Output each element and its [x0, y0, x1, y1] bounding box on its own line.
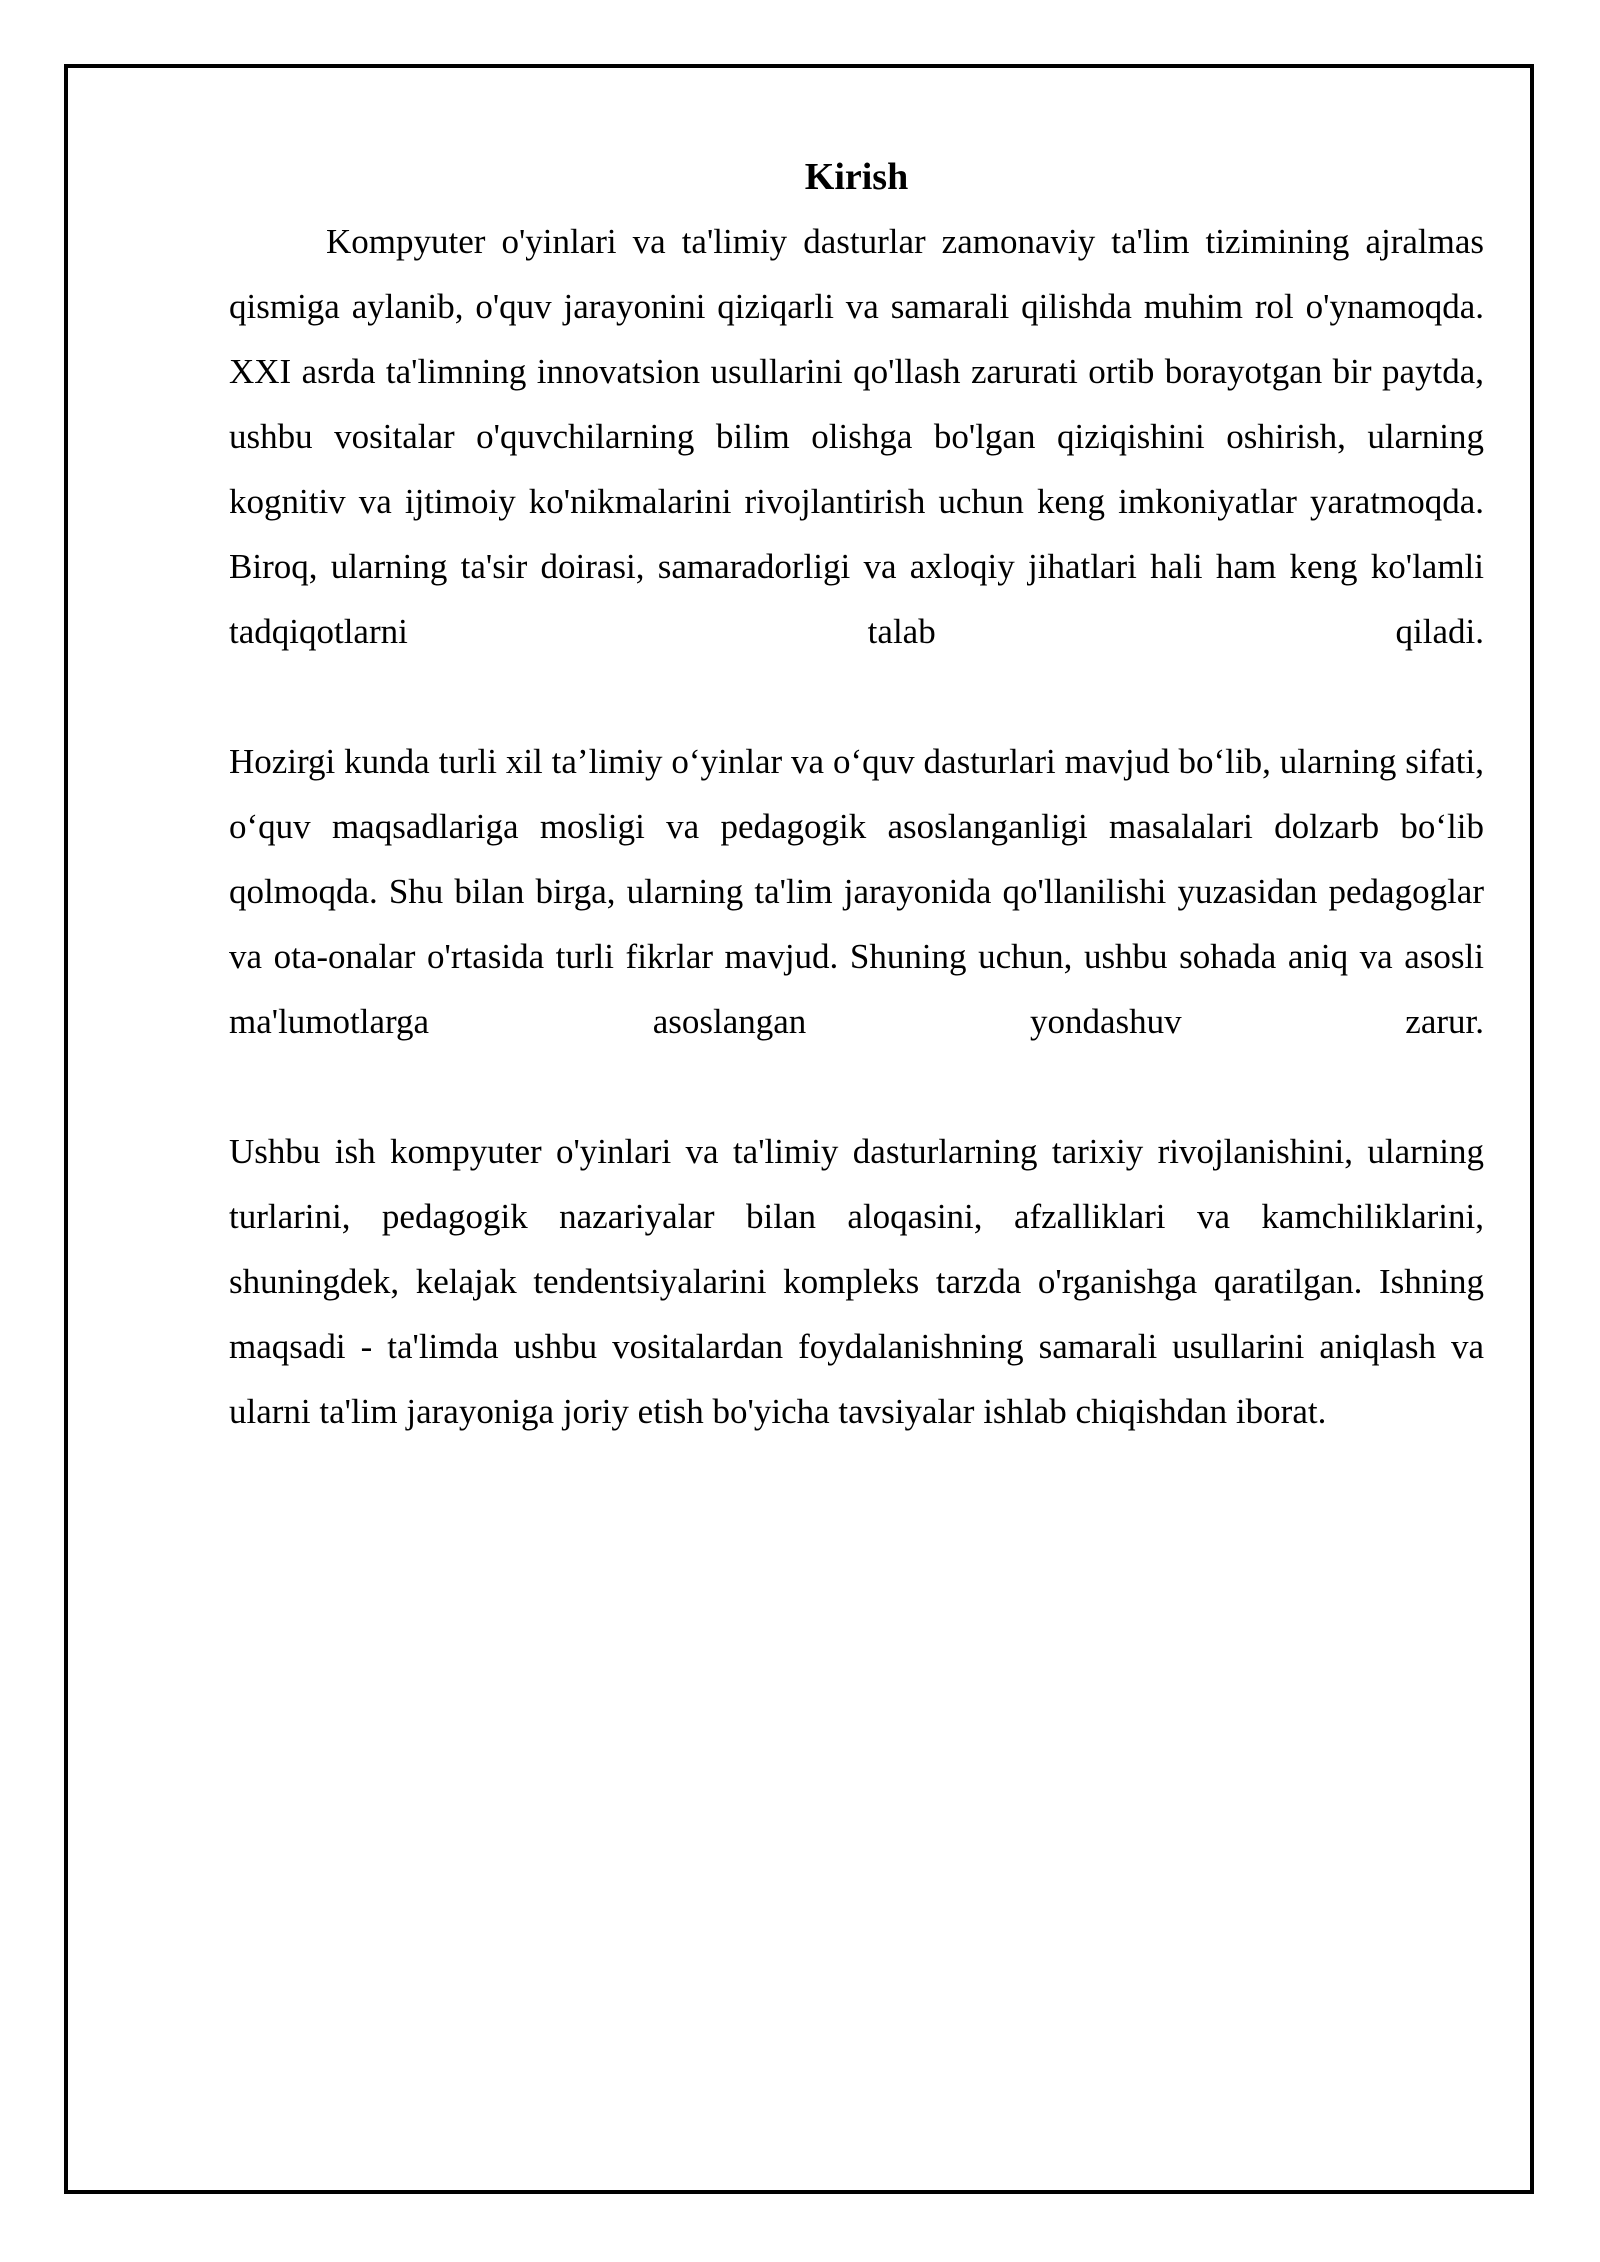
page-title: Kirish: [804, 156, 909, 198]
paragraph-current-state: Hozirgi kunda turli xil ta’limiy o‘yinlar va o‘quv dasturlari mavjud bo‘lib, ularning sifati, o‘quv maqsadlariga mosligi va pedagogik asoslanganligi masalalari dolzarb bo‘lib qolmoqda. Shu bilan birga, ularning ta'lim jarayonida qo'llanilishi yuzasidan pedagoglar va ota-onalar o'rtasida turli fikrlar mavjud. Shuning uchun, ushbu sohada aniq va asosli ma'lumotlarga asoslangan yondashuv zarur.: [229, 742, 1484, 1041]
paragraph-intro: Kompyuter o'yinlari va ta'limiy dasturlar zamonaviy ta'lim tizimining ajralmas qismiga aylanib, o'quv jarayonini qiziqarli va samarali qilishda muhim rol o'ynamoqda. XXI asrda ta'limning innovatsion usullarini qo'llash zarurati ortib borayotgan bir paytda, ushbu vositalar o'quvchilarning bilim olishga bo'lgan qiziqishini oshirish, ularning kognitiv va ijtimoiy ko'nikmalarini rivojlantirish uchun keng imkoniyatlar yaratmoqda. Biroq, ularning ta'sir doirasi, samaradorligi va axloqiy jihatlari hali ham keng ko'lamli tadqiqotlarni talab qiladi.: [229, 222, 1484, 651]
paragraph-purpose: Ushbu ish kompyuter o'yinlari va ta'limiy dasturlarning tarixiy rivojlanishini, ularning turlarini, pedagogik nazariyalar bilan aloqasini, afzalliklari va kamchiliklarini, shuningdek, kelajak tendentsiyalarini kompleks tarzda o'rganishga qaratilgan. Ishning maqsadi - ta'limda ushbu vositalardan foydalanishning samarali usullarini aniqlash va ularni ta'lim jarayoniga joriy etish bo'yicha tavsiyalar ishlab chiqishdan iborat.: [229, 1132, 1484, 1431]
document-body: [229, 145, 1484, 1444]
